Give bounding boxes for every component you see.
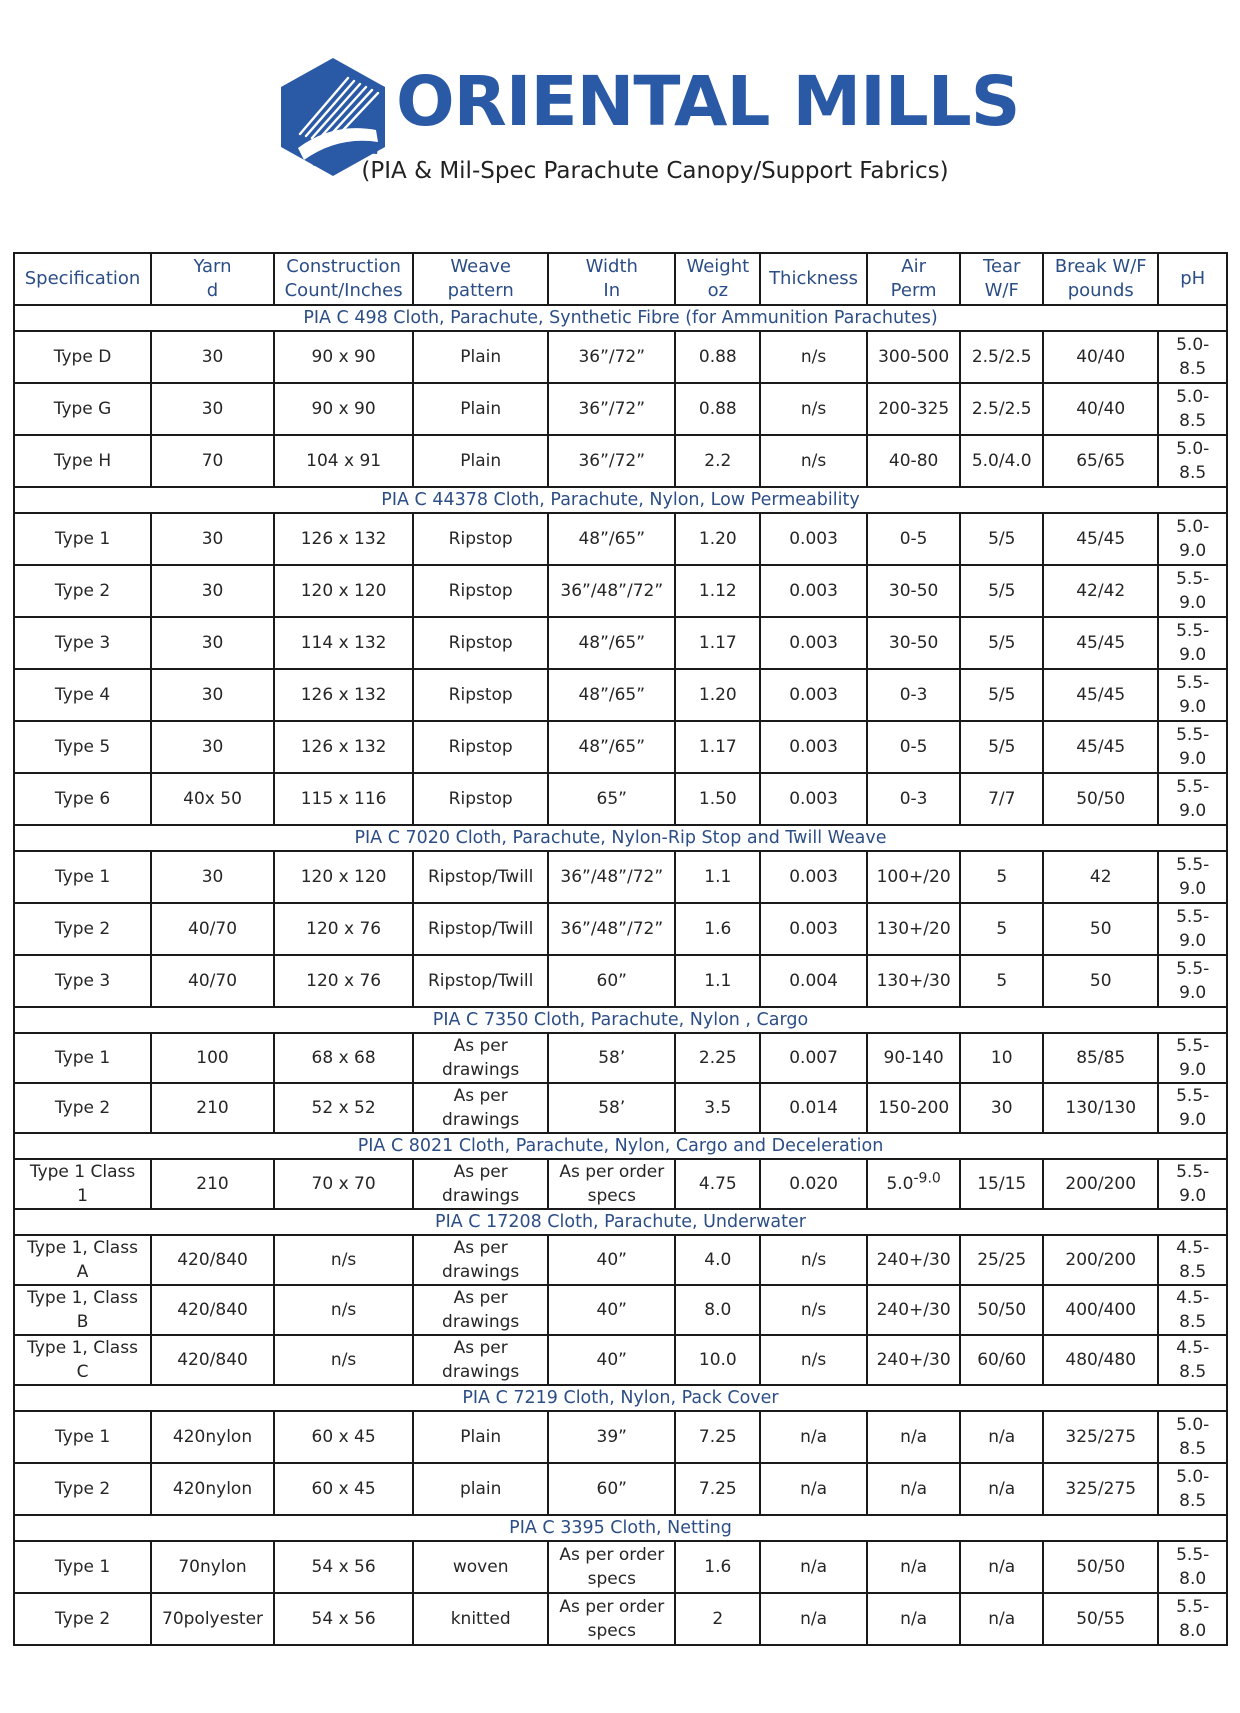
cell-specification: Type 1 Class 1 [14,1159,151,1209]
cell-specification: Type 1 [14,851,151,903]
cell-specification: Type 3 [14,617,151,669]
cell-ph: 5.5- 9.0 [1158,721,1227,773]
cell-yarn: 420/840 [151,1285,274,1335]
cell-tear: 15/15 [960,1159,1043,1209]
cell-thickness: n/s [760,1335,867,1385]
cell-weave: Ripstop/Twill [413,851,548,903]
cell-weave: woven [413,1541,548,1593]
cell-construction: 126 x 132 [274,513,413,565]
cell-width: 48”/65” [548,617,675,669]
cell-break: 45/45 [1043,513,1158,565]
table-row [14,773,1227,825]
cell-width: 39” [548,1411,675,1463]
cell-weight: 1.17 [675,721,760,773]
cell-tear: 5 [960,851,1043,903]
cell-weave: Ripstop [413,617,548,669]
table-row [14,669,1227,721]
cell-air-perm: 100+/20 [867,851,961,903]
cell-air-perm: 130+/20 [867,903,961,955]
cell-break: 50 [1043,903,1158,955]
cell-air-perm: 150-200 [867,1083,961,1133]
cell-ph: 5.5- 9.0 [1158,1159,1227,1209]
cell-specification: Type 4 [14,669,151,721]
section-header-row [14,825,1227,851]
table-row [14,331,1227,383]
cell-tear: 5/5 [960,669,1043,721]
table-row [14,435,1227,487]
cell-width: 36”/72” [548,435,675,487]
cell-specification: Type 1, Class A [14,1235,151,1285]
cell-width: 36”/48”/72” [548,851,675,903]
cell-weight: 2 [675,1593,760,1645]
cell-tear: 30 [960,1083,1043,1133]
cell-tear: n/a [960,1541,1043,1593]
cell-weight: 3.5 [675,1083,760,1133]
cell-ph: 5.0- 8.5 [1158,331,1227,383]
cell-break: 325/275 [1043,1411,1158,1463]
table-row [14,1083,1227,1133]
cell-construction: 70 x 70 [274,1159,413,1209]
cell-thickness: 0.007 [760,1033,867,1083]
cell-air-perm: 30-50 [867,565,961,617]
column-header-weight: Weight oz [675,253,760,305]
cell-weave: As per drawings [413,1335,548,1385]
table-row [14,851,1227,903]
cell-air-perm: n/a [867,1541,961,1593]
cell-tear: 7/7 [960,773,1043,825]
cell-construction: 90 x 90 [274,331,413,383]
cell-weave: plain [413,1463,548,1515]
cell-break: 42/42 [1043,565,1158,617]
cell-ph: 5.0- 8.5 [1158,1411,1227,1463]
column-header-break: Break W/F pounds [1043,253,1158,305]
cell-width: As per order specs [548,1159,675,1209]
cell-tear: 5/5 [960,513,1043,565]
cell-thickness: n/s [760,331,867,383]
cell-yarn: 40/70 [151,955,274,1007]
cell-weight: 0.88 [675,331,760,383]
cell-construction: n/s [274,1335,413,1385]
cell-width: As per order specs [548,1541,675,1593]
cell-weight: 1.6 [675,903,760,955]
cell-tear: 2.5/2.5 [960,331,1043,383]
cell-weave: As per drawings [413,1159,548,1209]
cell-break: 50/50 [1043,1541,1158,1593]
cell-width: 40” [548,1235,675,1285]
cell-construction: 126 x 132 [274,669,413,721]
cell-air-perm: 0-5 [867,513,961,565]
cell-break: 200/200 [1043,1159,1158,1209]
cell-width: 36”/72” [548,331,675,383]
cell-weight: 2.25 [675,1033,760,1083]
section-title: PIA C 7350 Cloth, Parachute, Nylon , Cargo [14,1007,1227,1033]
table-row [14,1335,1227,1385]
cell-weave: As per drawings [413,1083,548,1133]
cell-specification: Type G [14,383,151,435]
cell-weight: 0.88 [675,383,760,435]
cell-construction: 120 x 120 [274,565,413,617]
table-row [14,955,1227,1007]
cell-break: 480/480 [1043,1335,1158,1385]
cell-break: 50/50 [1043,773,1158,825]
table-row [14,1463,1227,1515]
cell-construction: 104 x 91 [274,435,413,487]
cell-yarn: 420nylon [151,1463,274,1515]
cell-tear: 10 [960,1033,1043,1083]
table-row [14,1235,1227,1285]
cell-construction: 90 x 90 [274,383,413,435]
cell-specification: Type H [14,435,151,487]
cell-yarn: 30 [151,331,274,383]
cell-tear: 5 [960,903,1043,955]
cell-weave: Plain [413,331,548,383]
cell-construction: 54 x 56 [274,1593,413,1645]
cell-air-perm: 40-80 [867,435,961,487]
table-row [14,1033,1227,1083]
cell-tear: 2.5/2.5 [960,383,1043,435]
cell-specification: Type 2 [14,565,151,617]
section-header-row [14,1007,1227,1033]
cell-ph: 5.0- 8.5 [1158,383,1227,435]
cell-yarn: 100 [151,1033,274,1083]
column-header-construction: Construction Count/Inches [274,253,413,305]
table-row [14,565,1227,617]
column-header-thickness: Thickness [760,253,867,305]
cell-construction: 120 x 76 [274,903,413,955]
cell-specification: Type 1 [14,1541,151,1593]
table-row [14,721,1227,773]
column-header-tear: Tear W/F [960,253,1043,305]
cell-ph: 5.0- 9.0 [1158,513,1227,565]
cell-thickness: 0.004 [760,955,867,1007]
section-title: PIA C 17208 Cloth, Parachute, Underwater [14,1209,1227,1235]
cell-specification: Type 2 [14,903,151,955]
cell-weave: Ripstop [413,669,548,721]
cell-weight: 10.0 [675,1335,760,1385]
cell-thickness: n/s [760,1235,867,1285]
cell-ph: 4.5- 8.5 [1158,1285,1227,1335]
cell-weight: 1.50 [675,773,760,825]
cell-width: 58’ [548,1033,675,1083]
cell-tear: 5 [960,955,1043,1007]
cell-weight: 7.25 [675,1463,760,1515]
section-header-row [14,1209,1227,1235]
cell-thickness: n/s [760,383,867,435]
cell-air-perm: 200-325 [867,383,961,435]
cell-construction: n/s [274,1285,413,1335]
cell-construction: 114 x 132 [274,617,413,669]
cell-ph: 5.0- 8.5 [1158,435,1227,487]
section-header-row [14,1385,1227,1411]
cell-yarn: 30 [151,851,274,903]
cell-thickness: 0.003 [760,851,867,903]
cell-thickness: n/s [760,1285,867,1335]
table-row [14,1159,1227,1209]
header-row [14,253,1227,305]
cell-break: 40/40 [1043,383,1158,435]
brand-name: ORIENTAL MILLS [396,62,1020,142]
cell-break: 50/55 [1043,1593,1158,1645]
cell-weight: 7.25 [675,1411,760,1463]
cell-air-perm: n/a [867,1463,961,1515]
cell-yarn: 30 [151,721,274,773]
cell-yarn: 210 [151,1083,274,1133]
cell-ph: 5.0- 8.5 [1158,1463,1227,1515]
cell-ph: 5.5- 9.0 [1158,773,1227,825]
cell-air-perm: 240+/30 [867,1235,961,1285]
cell-weave: Ripstop [413,565,548,617]
page-header [0,0,1240,250]
table-row [14,1285,1227,1335]
cell-width: 48”/65” [548,669,675,721]
cell-weight: 8.0 [675,1285,760,1335]
cell-air-perm: 0-5 [867,721,961,773]
cell-yarn: 30 [151,669,274,721]
cell-width: 40” [548,1285,675,1335]
cell-thickness: 0.014 [760,1083,867,1133]
cell-ph: 5.5- 8.0 [1158,1593,1227,1645]
cell-break: 45/45 [1043,617,1158,669]
cell-construction: 115 x 116 [274,773,413,825]
brand-tagline: (PIA & Mil-Spec Parachute Canopy/Support Fabrics) [361,158,949,184]
cell-tear: 5.0/4.0 [960,435,1043,487]
cell-tear: 5/5 [960,721,1043,773]
cell-thickness: n/a [760,1593,867,1645]
cell-break: 200/200 [1043,1235,1158,1285]
cell-yarn: 30 [151,617,274,669]
cell-yarn: 30 [151,383,274,435]
cell-width: 65” [548,773,675,825]
column-header-specification: Specification [14,253,151,305]
cell-tear: 60/60 [960,1335,1043,1385]
cell-construction: n/s [274,1235,413,1285]
cell-air-perm: 30-50 [867,617,961,669]
cell-yarn: 420/840 [151,1235,274,1285]
cell-ph: 5.5- 9.0 [1158,1033,1227,1083]
cell-break: 42 [1043,851,1158,903]
cell-break: 45/45 [1043,669,1158,721]
section-title: PIA C 3395 Cloth, Netting [14,1515,1227,1541]
cell-weave: Ripstop [413,721,548,773]
cell-thickness: 0.003 [760,721,867,773]
cell-ph: 4.5- 8.5 [1158,1235,1227,1285]
cell-yarn: 420/840 [151,1335,274,1385]
cell-air-perm: 240+/30 [867,1335,961,1385]
cell-tear: 50/50 [960,1285,1043,1335]
cell-weight: 1.17 [675,617,760,669]
cell-weight: 1.20 [675,513,760,565]
cell-yarn: 40/70 [151,903,274,955]
cell-air-perm: 300-500 [867,331,961,383]
cell-thickness: 0.003 [760,669,867,721]
cell-weave: Ripstop [413,513,548,565]
cell-width: 36”/72” [548,383,675,435]
cell-ph: 5.5- 9.0 [1158,955,1227,1007]
cell-yarn: 420nylon [151,1411,274,1463]
cell-air-perm: 90-140 [867,1033,961,1083]
cell-weave: As per drawings [413,1235,548,1285]
section-title: PIA C 8021 Cloth, Parachute, Nylon, Cargo and Deceleration [14,1133,1227,1159]
cell-break: 40/40 [1043,331,1158,383]
cell-specification: Type 2 [14,1463,151,1515]
cell-width: 60” [548,955,675,1007]
cell-air-perm: 130+/30 [867,955,961,1007]
cell-weight: 1.6 [675,1541,760,1593]
cell-ph: 5.5- 9.0 [1158,903,1227,955]
cell-thickness: 0.003 [760,773,867,825]
cell-tear: n/a [960,1593,1043,1645]
table-row [14,383,1227,435]
column-header-weave: Weave pattern [413,253,548,305]
cell-construction: 68 x 68 [274,1033,413,1083]
table-row [14,617,1227,669]
cell-yarn: 210 [151,1159,274,1209]
cell-ph: 5.5- 8.0 [1158,1541,1227,1593]
cell-width: 36”/48”/72” [548,565,675,617]
cell-tear: 5/5 [960,617,1043,669]
cell-thickness: 0.003 [760,617,867,669]
cell-width: 58’ [548,1083,675,1133]
cell-specification: Type 1 [14,1411,151,1463]
cell-yarn: 30 [151,513,274,565]
cell-specification: Type 5 [14,721,151,773]
cell-tear: 5/5 [960,565,1043,617]
cell-air-perm: 0-3 [867,669,961,721]
cell-construction: 126 x 132 [274,721,413,773]
cell-air-perm: $5.0^{-9.0}$ [867,1159,961,1209]
cell-weight: 1.12 [675,565,760,617]
cell-width: 40” [548,1335,675,1385]
cell-ph: 5.5- 9.0 [1158,617,1227,669]
cell-weight: 1.1 [675,955,760,1007]
section-header-row [14,1515,1227,1541]
section-title: PIA C 7219 Cloth, Nylon, Pack Cover [14,1385,1227,1411]
cell-thickness: n/a [760,1541,867,1593]
cell-construction: 60 x 45 [274,1463,413,1515]
cell-break: 400/400 [1043,1285,1158,1335]
cell-thickness: 0.020 [760,1159,867,1209]
cell-construction: 60 x 45 [274,1411,413,1463]
cell-air-perm: n/a [867,1411,961,1463]
table-header [14,253,1227,305]
table-row [14,1593,1227,1645]
cell-construction: 120 x 120 [274,851,413,903]
cell-width: 60” [548,1463,675,1515]
table-row [14,1411,1227,1463]
cell-specification: Type 3 [14,955,151,1007]
cell-ph: 5.5- 9.0 [1158,669,1227,721]
cell-width: 36”/48”/72” [548,903,675,955]
cell-weave: Plain [413,1411,548,1463]
cell-break: 65/65 [1043,435,1158,487]
section-header-row [14,487,1227,513]
cell-width: 48”/65” [548,513,675,565]
cell-weave: Ripstop [413,773,548,825]
cell-specification: Type 1 [14,1033,151,1083]
cell-break: 45/45 [1043,721,1158,773]
cell-width: 48”/65” [548,721,675,773]
cell-construction: 54 x 56 [274,1541,413,1593]
section-title: PIA C 498 Cloth, Parachute, Synthetic Fibre (for Ammunition Parachutes) [14,305,1227,331]
cell-specification: Type 1, Class C [14,1335,151,1385]
cell-thickness: 0.003 [760,565,867,617]
cell-break: 50 [1043,955,1158,1007]
cell-yarn: 30 [151,565,274,617]
cell-tear: n/a [960,1463,1043,1515]
cell-ph: 5.5- 9.0 [1158,565,1227,617]
cell-weight: 2.2 [675,435,760,487]
cell-ph: 4.5- 8.5 [1158,1335,1227,1385]
cell-weave: As per drawings [413,1033,548,1083]
cell-air-perm: 0-3 [867,773,961,825]
cell-construction: 52 x 52 [274,1083,413,1133]
cell-weave: Plain [413,435,548,487]
cell-break: 85/85 [1043,1033,1158,1083]
cell-yarn: 70polyester [151,1593,274,1645]
cell-tear: 25/25 [960,1235,1043,1285]
cell-thickness: n/s [760,435,867,487]
cell-break: 130/130 [1043,1083,1158,1133]
cell-thickness: n/a [760,1411,867,1463]
cell-tear: n/a [960,1411,1043,1463]
cell-weave: Ripstop/Twill [413,955,548,1007]
cell-ph: 5.5- 9.0 [1158,1083,1227,1133]
cell-thickness: 0.003 [760,513,867,565]
cell-ph: 5.5- 9.0 [1158,851,1227,903]
cell-weight: 4.75 [675,1159,760,1209]
cell-construction: 120 x 76 [274,955,413,1007]
section-header-row [14,305,1227,331]
cell-air-perm: n/a [867,1593,961,1645]
cell-yarn: 70 [151,435,274,487]
section-title: PIA C 7020 Cloth, Parachute, Nylon-Rip Stop and Twill Weave [14,825,1227,851]
section-title: PIA C 44378 Cloth, Parachute, Nylon, Low Permeability [14,487,1227,513]
table-row [14,513,1227,565]
cell-width: As per order specs [548,1593,675,1645]
cell-break: 325/275 [1043,1463,1158,1515]
table-row [14,1541,1227,1593]
cell-specification: Type 1 [14,513,151,565]
cell-thickness: n/a [760,1463,867,1515]
section-header-row [14,1133,1227,1159]
cell-specification: Type 6 [14,773,151,825]
cell-weave: knitted [413,1593,548,1645]
column-header-width: Width In [548,253,675,305]
cell-specification: Type 1, Class B [14,1285,151,1335]
cell-yarn: 40x 50 [151,773,274,825]
cell-weave: As per drawings [413,1285,548,1335]
column-header-ph: pH [1158,253,1227,305]
cell-weave: Plain [413,383,548,435]
cell-yarn: 70nylon [151,1541,274,1593]
cell-specification: Type 2 [14,1083,151,1133]
table-row [14,903,1227,955]
cell-specification: Type 2 [14,1593,151,1645]
cell-weave: Ripstop/Twill [413,903,548,955]
fabric-spec-table [13,252,1228,1646]
column-header-air-perm: Air Perm [867,253,961,305]
cell-weight: 1.20 [675,669,760,721]
cell-thickness: 0.003 [760,903,867,955]
air-perm-superscript: -9.0 [913,1170,941,1187]
cell-air-perm: 240+/30 [867,1285,961,1335]
table-body [14,305,1227,1645]
column-header-yarn: Yarn d [151,253,274,305]
cell-weight: 4.0 [675,1235,760,1285]
cell-weight: 1.1 [675,851,760,903]
cell-specification: Type D [14,331,151,383]
